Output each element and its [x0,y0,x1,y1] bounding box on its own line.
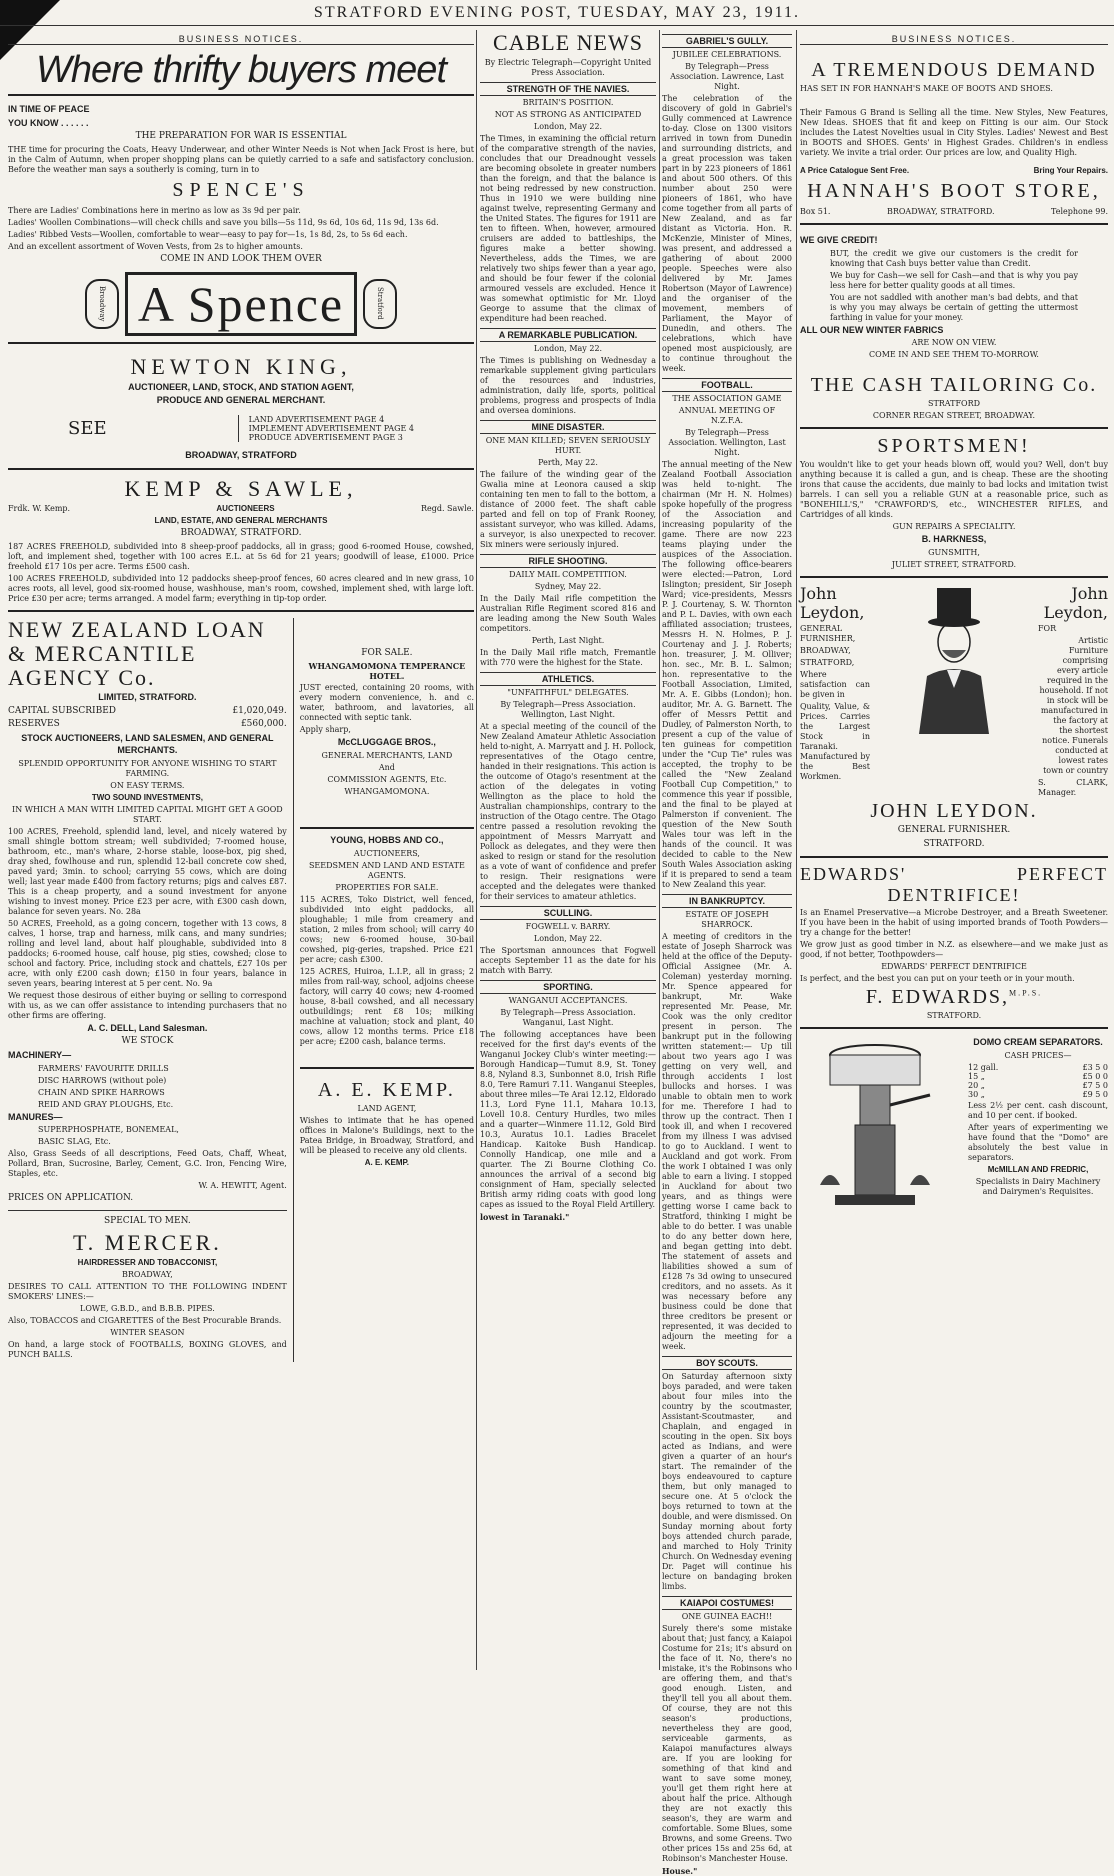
body-text: GENERAL MERCHANTS, LAND [321,750,453,760]
article-body: The failure of the winding gear of the Gwalia mine at Leonora caused a skip containing ten men to fall to the bottom, a distance of 2000 feet. The shaft cable parted and fell on top of Frank Rooney, assistant surveyor, who was killed. Adams, a surveyor, is also unexpected to recover. Six miners were seriously injured. [480,470,656,549]
signature: W. A. HEWITT, Agent. [198,1181,287,1191]
price-size: 12 gall. [968,1063,999,1073]
subhead: JUBILEE CELEBRATIONS. [672,50,782,59]
subhead: LAND, ESTATE, AND GENERAL MERCHANTS [154,515,328,525]
spence-logo [8,272,474,336]
body-text: Is an Enamel Preservative—a Microbe Destroyer, and a Breath Sweetener. If you have been in the habit of using imported brands of Tooth Powders—try a change for the better! [800,908,1108,938]
price-row [968,1063,1108,1072]
section-header: BUSINESS NOTICES. [8,34,474,45]
leydon-name: John [1071,584,1108,604]
top-hat-portrait-image [909,584,999,734]
subhead: ONE MAN KILLED; SEVEN SERIOUSLY HURT. [485,436,651,455]
dateline: Sydney, May 22. [534,582,602,591]
subhead: THE PREPARATION FOR WAR IS ESSENTIAL [135,131,347,142]
article-footer: House." [662,1866,698,1876]
body-text: WHANGAMOMONA. [344,786,430,796]
body-text: JUST erected, containing 20 rooms, with every modern convenience, h. and c. water, bathroom, and lavatories, all connected with septic tank. [299,683,474,723]
edwards-headline: DENTRIFICE! [887,885,1021,906]
body-text: Their Famous G Brand is Selling all the time. New Styles, New Features, New Ideas. SHOES that fit and keep on Fitting is our aim. Our Stock includes the Latest Novelties usual in City Styles. Ladies' Newest and Best in BOOTS and SHOES. Gents' in Highest Grades. Children's in endless variety. We invite a trial order. Our prices are low, and Quality High. [800,108,1108,157]
list-item: CHAIN AND SPIKE HARROWS [38,1087,165,1097]
column-4 [800,30,1108,1670]
body-text: BROADWAY, [800,646,851,656]
subhead: COME IN AND LOOK THEM OVER [160,254,322,265]
reserves-label: RESERVES [8,719,60,730]
body-text: BUT, the credit we give our customers is the credit for knowing that Cash buys better value than Credit. [830,248,1078,268]
body-text: There are Ladies' Combinations here in merino as low as 3s 9d per pair. [8,206,301,216]
body-text: THE time for procuring the Coats, Heavy Underwear, and other Winter Needs is Not when Jack Frost is here, but in the Calm of Autumn, when proper shopping plans can be quietly carried to a safe and satisfactory conclusion. Before the weather man says a southerly is coming, turn in to [8,145,474,175]
address: BROADWAY, STRATFORD. [180,527,302,538]
article-headline: STRENGTH OF THE NAVIES. [480,82,656,96]
body-text: Ladies' Ribbed Vests—Woollen, comfortable to wear—easy to pay for—1s, 1s 8d, 2s, to 5s 6d each. [8,230,408,240]
domo-title: DOMO CREAM SEPARATORS. [973,1037,1103,1048]
article-body: The Times is publishing on Wednesday a remarkable supplement giving particulars of the resources and industries, administration, daily life, sports, political problems, progress and prospects of India and oversea dominions. [480,356,656,415]
subhead: SPECIAL TO MEN. [104,1215,191,1226]
list-item: DISC HARROWS (without pole) [38,1075,167,1085]
see-item: PRODUCE ADVERTISEMENT PAGE 3 [248,433,403,443]
body-text: Ladies' Woollen Combinations—will check chills and save you bills—5s 11d, 9s 6d, 10s 6d, 11s 9d, 13s 6d. [8,218,439,228]
firm-name: McCLUGGAGE BROS., [337,737,436,748]
subhead: BRITAIN'S POSITION. [522,98,614,107]
leydon-name: John [800,584,837,604]
credit-headline: WE GIVE CREDIT! [800,235,878,245]
subhead: ALL OUR NEW WINTER FABRICS [800,324,944,335]
masthead: STRATFORD EVENING POST, TUESDAY, MAY 23, 1911. [0,4,1114,26]
subhead: AUCTIONEERS [216,503,275,513]
ae-kemp-title: A. E. KEMP. [317,1078,456,1101]
subhead: ANNUAL MEETING OF N.Z.F.A. [678,406,776,425]
price-size: 15 „ [968,1072,985,1082]
list-item: REID AND GRAY PLOUGHS, Etc. [38,1099,174,1109]
see-item: LAND ADVERTISEMENT PAGE 4 [248,415,385,425]
partner-name: Regd. Sawle. [420,503,474,513]
article-headline: IN BANKRUPTCY. [662,894,792,908]
article-headline: ATHLETICS. [480,672,656,686]
body-text: On hand, a large stock of FOOTBALLS, BOXING GLOVES, and PUNCH BALLS. [8,1339,287,1359]
nzl-title: NEW ZEALAND LOAN & MERCANTILE AGENCY Co. [8,616,266,690]
body-text: COME IN AND SEE THEM TO-MORROW. [869,350,1039,360]
subhead: GENERAL FURNISHER. [897,825,1011,836]
body-text: Less 2½ per cent. cash discount, and 10 per cent. if booked. [968,1101,1108,1121]
subhead: ESTATE OF JOSEPH SHARROCK. [685,910,769,929]
subhead: WANGANUI ACCEPTANCES. [508,996,628,1005]
price-row [968,1081,1108,1090]
article-headline: BOY SCOUTS. [662,1356,792,1370]
subhead: HAS SET IN FOR HANNAH'S MAKE OF BOOTS AND SHOES. [800,84,1053,93]
body-text: ON EASY TERMS. [110,780,185,790]
article-headline: KAIAPOI COSTUMES! [662,1596,792,1610]
dateline: London, May 22. [533,122,603,131]
column-1 [8,30,474,1670]
subhead: "UNFAITHFUL" DELEGATES. [507,688,629,697]
body-text: STRATFORD, [800,658,855,668]
listing: 115 ACRES, Toko District, well fenced, subdivided into eight paddocks, all ploughable; 1 mile from creamery and station, 2 miles from school; will carry 40 cows; new 6-roomed house, 30-bail cowshed, pig-geries, trapshed. Price £21 per acre; cash £300. [299,894,474,964]
partner-name: Frdk. W. Kemp. [8,503,71,513]
signature: A. E. KEMP. [364,1157,410,1167]
article-body: A meeting of creditors in the estate of Joseph Sharrock was held at the office of the Deputy-Official Assignee (Mr. A. Coleman) yesterday morning. Mr. Spence appeared for bankrupt, Mr. Wake represented Mr. Pease, Mr. Cook was the only creditor present in person. The bankrupt put in the following written statement:— Up till about two years ago I was getting on very well, and through accidents I lost bullocks and horses. I was unable to obtain men to work for me. Therefore I had to throw up the contract. Then I took ill, and when I recovered from my illness I was advised to go to Auckland. I went to Auckland and got work. From the work I obtained I was only able to earn a living. I stopped in Auckland for about two years, and as things were getting worse I came back to Stratford, thinking I might be able to do better. I was unable to do any better down here, and began getting into debt. The statement of assets and liabilities showed a sum of £128 7s 3d owing to unsecured creditors, and no assets. As it was necessary before any business could be done that three creditors be present or represented, it was decided to adjourn the meeting for a week. [662,932,792,1351]
column-2 [480,30,656,1670]
body-text: FOR [1038,624,1057,634]
subhead: THE ASSOCIATION GAME [672,394,782,403]
dateline: London, May 22. [533,934,603,943]
newton-king-title: NEWTON KING, [130,353,352,379]
subhead: SEEDSMEN AND LAND AND ESTATE AGENTS. [308,860,465,880]
subhead: WINTER SEASON [110,1327,185,1337]
price-value: £5 0 0 [1082,1072,1108,1082]
article-body: The celebration of the discovery of gold in Gabriel's Gully commenced at Lawrence to-day. Close on 1300 visitors arrived in town from Dunedin and surrounding districts, and a great procession was taken part in by 223 pioneers of 1861 and about 500 others. Of this number about 250 were pioneers of 1861, who have come together from all parts of New Zealand, and as far distant as Victoria. Hon. R. McKenzie, Minister of Mines, was present, and addressed a gathering of about 2000 people. Speeches were also delivered by Mr. James Robertson (Mayor of Lawrence) and the organiser of the movement, members of Parliament, the Mayor of Dunedin, and others. The celebrations, which have opened most auspiciously, are to continue throughout the week. [662,94,792,373]
firm-name: B. HARKNESS, [921,534,987,545]
subhead: CASH PRICES— [1004,1051,1072,1061]
body-text: After years of experimenting we have found that the "Domo" are absolutely the best value in separators. [968,1123,1108,1163]
note: Bring Your Repairs. [1033,166,1108,175]
see-label: SEE [68,418,107,440]
address: BROADWAY, [122,1269,173,1279]
logo-wordmark: A Spence [125,272,357,336]
see-box [8,409,474,448]
column-rule [476,30,477,1670]
edwards-headline: PERFECT [1016,864,1108,885]
signature: A. C. DELL, Land Salesman. [87,1022,208,1033]
subhead: AUCTIONEER, LAND, STOCK, AND STATION AGENT, [128,381,354,392]
byline: By Electric Telegraph—Copyright United Press Association. [484,58,652,77]
subhead: WE STOCK [121,1036,174,1047]
body-text: SPLENDID OPPORTUNITY FOR ANYONE WISHING TO START FARMING. [18,758,277,778]
article-body: Surely there's some mistake about that; just fancy, a Kaiapoi Costume for 21s; it's absurd on the face of it. No, there's no mistake, it's the Robinsons who are offering them, and that's good enough. Listen, and they'll tell you all about them. Of course, they are not this season's productions, nevertheless they are good, serviceable garments, as Kaiapoi manufactures always are. If you are looking for something of that kind and want to save some money, you'll get them right here at about half the price. Although they are not exactly this season's, they are warm and comfortable. Some Blues, some Browns, and some Greens. Two other prices 15s and 25s 6d, at Robinson's Manchester House. [662,1624,792,1863]
dateline: By Telegraph—Press Association. Wellington, Last Night. [668,428,786,457]
body-text: Where satisfaction can be given in [800,670,870,700]
dateline: Perth, Last Night. [531,636,605,645]
edwards-mps: M.P.S. [1009,988,1043,998]
listing: 100 ACRES, Freehold, splendid land, level, and nicely watered by small shingle bottom stream; well subdivided; 7-roomed house, bathroom, etc., man's whare, 2-horse stable, loose-box, pig shed, dray shed, fowlhouse and run, splendid 12-bail concrete cow shed, paved yard; 3min. to school; carrying 55 cows, which are doing well; last year made £400 from factory returns; pigs and calves £87. This is a cheap property, and a sound investment for anyone wishing to invest money. Price £23 per acre, with £300 cash down, balance for seven years. No. 28a [8,826,287,916]
logo-scroll-left: Broadway [85,279,119,329]
subhead: LAND AGENT, [357,1103,417,1113]
subhead: HAIRDRESSER AND TOBACCONIST, [77,1257,218,1267]
list-item: BASIC SLAG, Etc. [38,1137,111,1147]
dateline: By Telegraph—Press Association. Wellington, Last Night. [500,700,636,719]
telephone: Telephone 99. [1051,207,1108,216]
body-text: IN WHICH A MAN WITH LIMITED CAPITAL MIGHT GET A GOOD START. [12,804,283,824]
spences-title: SPENCE'S [172,179,310,202]
list-item: SUPERPHOSPHATE, BONEMEAL, [38,1125,179,1135]
article-headline: MINE DISASTER. [480,420,656,434]
body-text: Quality, Value, & Prices. Carries the Largest Stock in Taranaki. Manufactured by the Best Workmen. [800,702,870,782]
article-headline: RIFLE SHOOTING. [480,554,656,568]
body-text: Is perfect, and the best you can put on your teeth or in your mouth. [800,974,1075,984]
price-size: 30 „ [968,1090,985,1100]
subhead: STOCK AUCTIONEERS, LAND SALESMEN, AND GENERAL MERCHANTS. [21,733,274,755]
subhead: PRICES ON APPLICATION. [8,1193,134,1204]
body-text: You wouldn't like to get your heads blown off, would you? Well, don't buy anything because it is called a gun, and is cheap. These are the shooting irons that cause the accidents, due mainly to bad locks and imitation twist barrels. I can sell you a reliable GUN at a reasonable price, such as "BONEHILL'S," "CRAWFORD'S, etc., WINCHESTER RIFLES, and Cartridges of all kinds. [800,460,1108,520]
reserves-value: £560,000. [240,719,287,730]
address: CORNER REGAN STREET, BROADWAY. [872,411,1036,421]
subhead: AUCTIONEERS, [353,848,420,858]
edwards-name: F. EDWARDS, [865,986,1010,1009]
dateline: By Telegraph—Press Association. Lawrence, Last Night. [670,62,784,91]
article-body: The Times, in examining the official return of the comparative strength of the navies, concludes that our Dreadnought vessels are becoming obsolete in greater numbers than the foreign, and that the balance is not being redressed by new construction. Thus in 1910 we were building nine against twelve, representing Germany and the United States. The figures for 1911 are ten to fifteen. When, however, armoured cruisers are added to battleships, the figures make a better showing. Nevertheless, adds the Times, we are relatively two ships fewer than a year ago, and should be four fewer if the colonial armoured vessels are excluded. Hence it was somewhat optimistic for Mr. Lloyd George to assume that the climax of expenditure had been reached. [480,134,656,323]
article-body: The following acceptances have been received for the first day's events of the Wanganui Jockey Club's winter meeting:— Borough Handicap—Tumut 8.9, St. Toney 8.8, Nyland 8.3, Sunbonnet 8.0, Irish Rifle 8.0, Tere Ramuri 7.11. Wanganui Steeples, about three miles—Te Arai 12.12, Eldorado 11.3, Lord Fyne 11.1, Mahara 10.13, Lovell 10.8. Century Hurdles, two miles and a quarter—Winmere 11.12, Gold Bird 10.3, Auratus 10.1. Ladies Bracelet Handicap. Kaitoke Bush Handicap. Connolly Handicap, one mile and a quarter. The Zi Bourne Clothing Co. announces the arrival of a second big consignment of Ham, specially selected British army riding coats with good long capes as issued to the Royal Field Artillery. [480,1030,656,1209]
body-text: And [378,762,395,772]
note: A Price Catalogue Sent Free. [800,166,910,175]
peace-line: IN TIME OF PEACE [8,104,90,114]
list-item: FARMERS' FAVOURITE DRILLS [38,1063,169,1073]
see-item: IMPLEMENT ADVERTISEMENT PAGE 4 [248,424,414,434]
dateline: London, May 22. [533,344,603,353]
hannah-store: HANNAH'S BOOT STORE, [807,180,1101,202]
subhead: STRATFORD [927,399,981,409]
price-list [968,1063,1108,1099]
article-footer: lowest in Taranaki." [480,1212,570,1222]
dateline: Perth, May 22. [538,458,598,467]
subhead: GUNSMITH, [928,548,980,558]
listing: 125 ACRES, Huiroa, L.I.P., all in grass; 2 miles from rail-way, school, adjoins cheese factory, will carry 40 cows; new 4-roomed house, 8-bail cowshed, and all necessary outbuildings; rent £8 10s; milking machine at valuation; stock and plant, 40 cows, allow 12 months terms. Price £18 per acre; £200 cash, balance terms. [299,966,474,1046]
body-text: And an excellent assortment of Woven Vests, from 2s to higher amounts. [8,242,303,252]
article-body: At a special meeting of the council of the New Zealand Amateur Athletic Association held to-night, A. Marryatt and J. H. Pollock, representatives of the Otago centre, handed in their resignations. This action is the outcome of Otago's resentment at the action of the delegates in voting Wellington as the place to hold the Australian championships, contrary to the instruction of the Otago centre. The Otago centre passed a resolution revoking the appointment of Messrs Marryatt and Pollock as delegates, and they were then asked to resign or stand for the resolution as a vote of want of confidence and prefer to resign. Their resignations were accepted and the delegates were thanked for their services to amateur athletics. [480,722,656,901]
firm-name: McMILLAN AND FREDRIC, [987,1165,1089,1175]
body-text: Apply sharp, [299,725,351,735]
subhead: MANURES— [8,1111,63,1122]
article-body: On Saturday afternoon sixty boys paraded, and were taken about four miles into the country by the scoutmaster, Assistant-Scoutmaster, and Chaplain, and engaged in scouting in the open. Six boys acted as Indians, and were given a quarter of an hour's start. The remainder of the boys endeavoured to capture them, but only managed to secure one. At 5 o'clock the boys returned to town at the double, and were dismissed. On Sunday morning about forty boys attended church parade, and marched to Holy Trinity Church. On Wednesday evening Dr. Paget will continue his lecture on bandaging broken limbs. [662,1372,792,1591]
article-headline: FOOTBALL. [662,378,792,392]
listing: 50 ACRES, Freehold, as a going concern, together with 13 cows, 8 calves, 1 horse, trap and harness, milk cans, and many sundries; rolling and level land, about half ploughable, subdivided into 8 paddocks; 6-roomed house, calf house, pig sties, cowshed; close to school and factory. Price, including stock and chattels, £27 10s per acre, with only £200 cash down; £150 in four years, balance in seven years, bearing interest at 5 per cent. No. 9a [8,918,287,988]
body-text: We buy for Cash—we sell for Cash—and that is why you pay less here for better quality goods at all times. [830,270,1078,290]
section-header: BUSINESS NOTICES. [800,34,1108,45]
article-headline: SCULLING. [480,906,656,920]
subhead: PRODUCE AND GENERAL MERCHANT. [156,395,326,406]
listing: 187 ACRES FREEHOLD, subdivided into 8 sheep-proof paddocks, all in grass; good 6-roomed House, cowshed, loft, and implement shed, together with 100 acres E.L. at 5s 6d for 21 years; goodwill of lease, £1000. Price freehold £17 10s per acre. Terms £500 cash. [8,541,474,571]
capital-label: CAPITAL SUBSCRIBED [8,705,116,716]
body-text: DESIRES TO CALL ATTENTION TO THE FOLLOWING INDENT SMOKERS' LINES:— [8,1281,287,1301]
subhead: DAILY MAIL COMPETITION. [509,570,627,579]
column-rule [796,30,797,1670]
capital-value: £1,020,049. [232,705,287,716]
subhead: FOR SALE. [361,647,413,658]
body-text: COMMISSION AGENTS, Etc. [327,774,447,784]
subhead: PROPERTIES FOR SALE. [335,882,439,892]
cream-separator-image [800,1035,950,1215]
logo-scroll-right: Stratford [363,279,397,329]
listing: 100 ACRES FREEHOLD, subdivided into 12 paddocks sheep-proof fences, 60 acres cleared and in new grass, 10 acres roots, all level, good six-roomed house, washhouse, man's room, cowshed, implement shed, with large loft. Price £30 per acre; terms arranged. A model farm; everything in tip-top order. [8,573,474,603]
article-body: The annual meeting of the New Zealand Football Association was held to-night. The chairman (Mr H. N. Holmes) spoke hopefully of the progress of the Association and increasing popularity of the game. There are now 223 teams playing under the auspices of the Association. The following office-bearers were elected:—Patron, Lord Islington; president, Sir Joseph Ward; vice-presidents, Messrs P. J. Courtenay, S. W. Thornton and P. L. Davies, with own each affiliated association; trustees, Messrs H. N. Holmes, P. J. Courtenay and J. J. Roberts; hon. treasurer, J. M. Olliver; hon. sec., Mr. B. L. Salmon; hon. representative to the Football Association, Limited, Mr. A. E. Gibbs (London); hon. auditor, Mr. A. G. Barnett. The offer of Messrs Pettit and Dudley, of Palmerston North, to present a cup of the value of ten guineas for competition under the "Cup Tie" rules was accepted, the trophy to be called the "New Zealand Football Cup Competition," to commence this year if possible, and the final to be played at Palmerston if convenient. The question of the New South Wales tour was left in the hands of the council. It was decided to cable to the New South Wales Association asking if it is prepared to send a team to New Zealand this year. [662,460,792,889]
body-text: You are not saddled with another man's bad debts, and that is why you may always be certain of getting the uttermost farthing in value for your money. [830,292,1078,322]
leydon-name: Leydon, [800,603,865,623]
body-text: ARE NOW ON VIEW. [911,338,997,348]
body-text: We grow just as good timber in N.Z. as elsewhere—and we make just as good, if not better, Toothpowders— [800,940,1108,960]
price-value: £9 5 0 [1082,1090,1108,1100]
subhead: GUN REPAIRS A SPECIALITY. [892,522,1016,532]
slogan-banner: Where thrifty buyers meet [8,49,474,96]
subhead: MACHINERY— [8,1049,72,1060]
article-headline: GABRIEL'S GULLY. [662,34,792,48]
subhead: EDWARDS' PERFECT DENTRIFICE [881,962,1027,972]
body-text: Artistic Furniture comprising every article required in the household. If not in stock will be manufactured in the factory at the shortest notice. Funerals conducted at lowest rates town or country [1039,636,1108,776]
column-3 [662,30,792,1876]
body-text: We request those desirous of either buying or selling to correspond with us, as we can offer assistance to intending purchasers that no other firms are offering. [8,990,287,1020]
body-text: LOWE, G.B.D., and B.B.B. PIPES. [80,1303,215,1313]
body-text: Also, Grass Seeds of all descriptions, Feed Oats, Chaff, Wheat, Pollard, Bran, Sucrosine, Barley, Cement, G.C. Iron, Fencing Wire, Staples, etc. [8,1149,287,1179]
hannah-headline: A TREMENDOUS DEMAND [811,59,1097,81]
firm-name: YOUNG, HOBBS AND CO., [330,834,444,845]
peace-line: YOU KNOW . . . . . . [8,117,89,128]
article-body: The Sportsman announces that Fogwell accepts September 11 as the date for his match with Barry. [480,946,656,975]
subhead: TWO SOUND INVESTMENTS, [91,792,203,802]
address: JULIET STREET, STRATFORD. [891,560,1017,570]
article-body: In the Daily Mail rifle match, Fremantle with 770 were the highest for the State. [480,648,656,667]
body-text: Also, TOBACCOS and CIGARETTES of the Best Procurable Brands. [8,1315,282,1325]
price-value: £3 5 0 [1082,1063,1108,1073]
subhead: NOT AS STRONG AS ANTICIPATED [494,110,642,119]
kemp-sawle-title: KEMP & SAWLE, [124,475,358,501]
cable-news-title: CABLE NEWS [493,30,643,55]
subhead: LIMITED, STRATFORD. [98,692,197,703]
subhead: FOGWELL v. BARRY. [525,922,611,931]
subhead: STRATFORD. [923,838,985,849]
price-row [968,1090,1108,1099]
cash-tailoring-title: THE CASH TAILORING Co. [810,374,1098,397]
price-value: £7 5 0 [1082,1081,1108,1091]
article-headline: A REMARKABLE PUBLICATION. [480,328,656,342]
article-body: In the Daily Mail rifle competition the Australian Rifle Regiment scored 816 and are leading among the New South Wales competitors. [480,594,656,633]
subhead: ONE GUINEA EACH!! [681,1612,773,1621]
address: BROADWAY, STRATFORD. [886,207,995,216]
signature: S. CLARK, Manager. [1038,778,1108,798]
body-text: Wishes to intimate that he has opened offices in Malone's Buildings, next to the Patea Bridge, in Broadway, Stratford, and will be pleased to receive any old clients. [299,1115,474,1155]
address: BROADWAY, STRATFORD [185,450,297,461]
article-headline: SPORTING. [480,980,656,994]
mercer-title: T. MERCER. [73,1229,222,1255]
body-text: GENERAL FURNISHER, [800,624,856,644]
leydon-name: Leydon, [1043,603,1108,623]
column-rule [659,30,660,1670]
price-row [968,1072,1108,1081]
dateline: By Telegraph—Press Association. Wanganui, Last Night. [500,1008,636,1027]
edwards-headline: EDWARDS' [800,864,907,885]
address: STRATFORD. [926,1011,982,1021]
po-box: Box 51. [800,207,831,216]
leydon-title: JOHN LEYDON. [870,800,1038,823]
subhead: WHANGAMOMONA TEMPERANCE HOTEL. [308,661,466,682]
sportsmen-title: SPORTSMEN! [877,435,1031,458]
body-text: Specialists in Dairy Machinery and Dairymen's Requisites. [975,1177,1101,1197]
price-size: 20 „ [968,1081,985,1091]
